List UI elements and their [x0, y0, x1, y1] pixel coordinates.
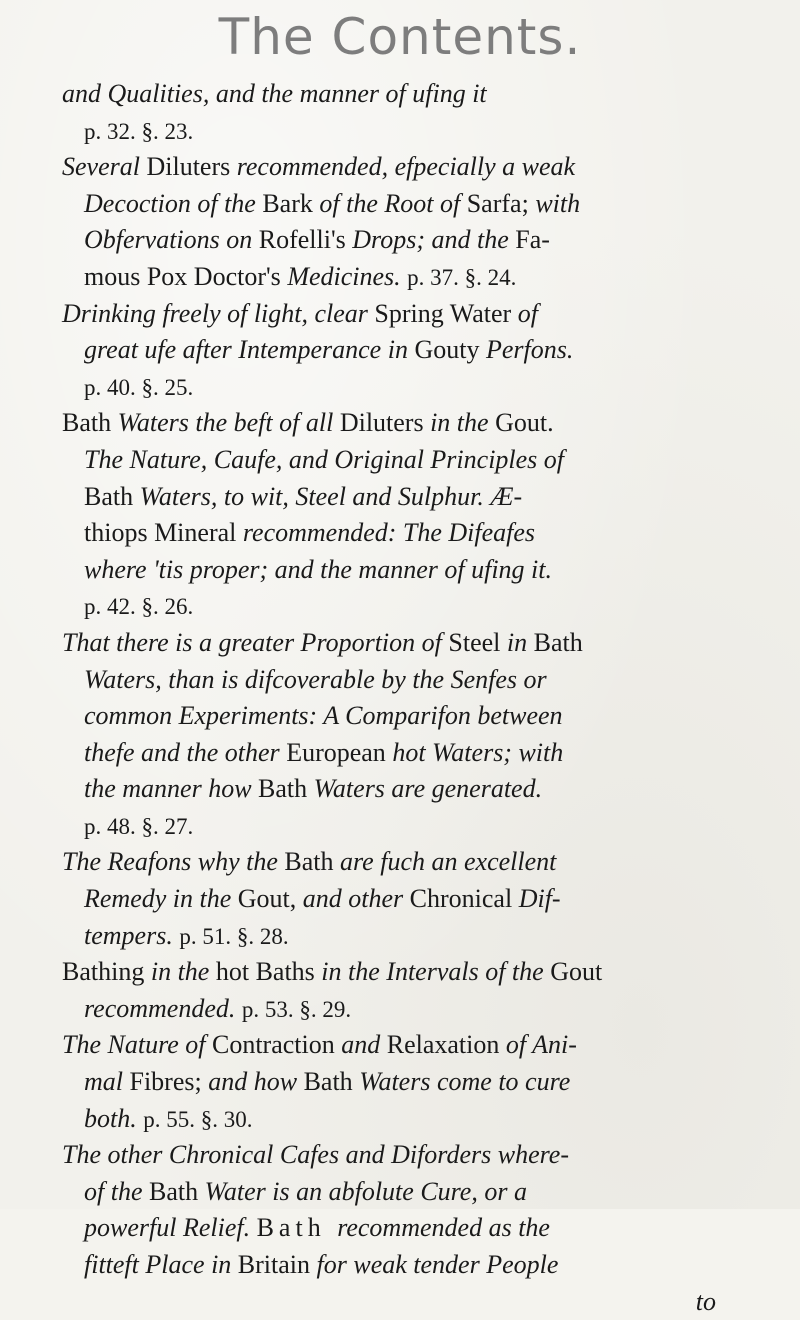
text-segment: The Nature, Caufe, and Original Principles of: [84, 444, 565, 474]
text-segment: Waters are generated.: [313, 774, 543, 804]
text-line: [62, 149, 752, 186]
text-line: [62, 186, 752, 223]
text-segment: Gout: [550, 957, 603, 987]
text-line: [62, 844, 752, 881]
text-line: [62, 259, 752, 296]
text-segment: both.: [84, 1103, 144, 1133]
text-segment: and Qualities, and the manner of ufing it: [62, 79, 487, 108]
text-segment: Diluters: [146, 152, 237, 182]
text-segment: Remedy in the: [84, 884, 238, 914]
text-line: [62, 698, 752, 735]
page-reference: p. 42. §. 26.: [84, 594, 194, 620]
text-line: [62, 222, 752, 259]
text-line: [62, 332, 752, 369]
text-segment: in the: [430, 408, 496, 438]
text-segment: are fuch an excellent: [340, 847, 557, 877]
text-segment: The Reafons why the: [62, 847, 285, 877]
text-line: [62, 1027, 752, 1064]
text-segment: Gout.: [495, 408, 554, 438]
text-line: [62, 625, 752, 662]
text-line: [62, 113, 752, 150]
text-segment: recommended.: [84, 993, 242, 1023]
page-reference: p. 37. §. 24.: [407, 264, 517, 290]
running-head: The Contents.: [218, 8, 582, 66]
text-line: [62, 918, 752, 955]
text-segment: Bath: [62, 408, 118, 438]
text-segment: Perfons.: [485, 335, 574, 365]
text-line: [62, 515, 752, 552]
text-segment: The other Chronical Cafes and Diforders where-: [62, 1140, 569, 1170]
text-segment: of the: [84, 1176, 149, 1206]
text-segment: to: [695, 1286, 716, 1316]
text-segment: The Nature of: [62, 1030, 212, 1060]
text-segment: Waters the beft of all: [117, 408, 340, 438]
text-segment: Drinking freely of light, clear: [62, 298, 375, 328]
text-segment: common Experiments: A Comparifon between: [84, 701, 563, 731]
text-segment: tempers.: [84, 920, 180, 950]
text-line: [62, 479, 752, 516]
text-segment: thefe and the other: [84, 737, 287, 767]
text-segment: Drops; and the: [352, 225, 516, 255]
text-line: [62, 662, 752, 699]
text-segment: mal: [84, 1067, 130, 1097]
text-segment: Fibres;: [129, 1067, 209, 1097]
text-line: [62, 369, 752, 406]
text-segment: where 'tis proper; and the manner of ufing it.: [84, 554, 552, 584]
text-segment: Water is an abfolute Cure, or a: [204, 1176, 527, 1206]
contents-text: [62, 76, 752, 1320]
text-line: [62, 1137, 752, 1174]
text-line: [62, 405, 752, 442]
text-segment: Bark: [262, 188, 320, 218]
page-reference: p. 55. §. 30.: [143, 1106, 253, 1132]
text-segment: Chronical: [409, 884, 519, 914]
text-segment: Medicines.: [287, 261, 408, 291]
text-segment: Relaxation: [386, 1030, 506, 1060]
text-segment: Bath: [303, 1067, 360, 1097]
text-segment: in the Intervals of the: [321, 957, 551, 987]
text-segment: in: [506, 627, 534, 657]
text-segment: That there is a greater Proportion of: [62, 627, 449, 657]
text-line: [62, 1064, 752, 1101]
text-segment: Rofelli's: [258, 225, 353, 255]
text-line: [62, 771, 752, 808]
text-line: [62, 1174, 752, 1211]
text-line: [62, 588, 752, 625]
text-segment: Diluters: [339, 408, 431, 438]
text-segment: Bath: [149, 1176, 205, 1206]
text-line: [62, 552, 752, 589]
text-segment: hot Baths: [215, 957, 322, 987]
text-line: [62, 296, 752, 333]
text-line: [62, 954, 752, 991]
text-line: [62, 735, 752, 772]
page-reference: p. 51. §. 28.: [179, 923, 289, 949]
text-segment: Bath: [256, 1213, 338, 1243]
text-segment: Waters, to wit, Steel and Sulphur. Æ-: [139, 481, 523, 511]
text-segment: great ufe after Intemperance in: [84, 335, 415, 365]
text-segment: Britain: [237, 1250, 317, 1279]
text-line: [62, 808, 752, 845]
page-reference: p. 48. §. 27.: [84, 813, 194, 839]
text-segment: of: [517, 298, 538, 328]
text-segment: recommended, efpecially a weak: [236, 152, 576, 182]
text-segment: of Ani-: [505, 1030, 577, 1060]
text-line: [62, 1101, 752, 1138]
text-segment: Spring Water: [374, 298, 518, 328]
text-segment: Sarfa;: [466, 188, 536, 218]
text-segment: thiops Mineral: [84, 518, 243, 548]
text-line: [62, 991, 752, 1028]
text-segment: recommended: The Difeafes: [242, 518, 536, 548]
text-line: [62, 1210, 752, 1247]
text-segment: Bath: [284, 847, 341, 877]
page-reference: p. 53. §. 29.: [241, 996, 352, 1022]
text-segment: hot Waters; with: [392, 737, 564, 767]
text-segment: Bathing: [62, 957, 151, 987]
text-segment: in the: [150, 957, 216, 987]
text-segment: Decoction of the: [84, 188, 263, 218]
text-segment: Several: [62, 152, 147, 182]
text-line: [62, 76, 752, 113]
text-segment: Obfervations on: [84, 225, 259, 255]
text-segment: powerful Relief.: [84, 1213, 257, 1243]
text-segment: Waters, than is difcoverable by the Senfes or: [84, 664, 547, 694]
text-segment: Dif-: [518, 884, 561, 914]
text-segment: the manner how: [84, 774, 259, 804]
text-segment: Bath: [258, 774, 314, 804]
text-segment: mous Pox Doctor's: [84, 261, 288, 291]
text-segment: with: [535, 188, 581, 218]
text-segment: Waters come to cure: [359, 1067, 571, 1097]
text-segment: of the Root of: [319, 188, 467, 218]
text-segment: European: [286, 737, 393, 767]
text-segment: Fa-: [515, 225, 550, 255]
catchword: [62, 1284, 752, 1320]
text-segment: and: [341, 1030, 387, 1060]
text-segment: and other: [302, 884, 410, 914]
text-segment: fitteft Place in: [84, 1250, 238, 1279]
text-line: [62, 881, 752, 918]
text-segment: Steel: [448, 627, 507, 657]
text-segment: for weak tender People: [316, 1250, 559, 1279]
page-reference: p. 32. §. 23.: [84, 118, 194, 144]
text-segment: Gout,: [237, 884, 303, 914]
text-line: [62, 442, 752, 479]
text-segment: Bath: [84, 481, 140, 511]
text-line: [62, 1247, 752, 1284]
text-segment: recommended as the: [337, 1213, 550, 1243]
text-segment: and how: [208, 1067, 304, 1097]
text-segment: Bath: [533, 627, 583, 657]
text-segment: Gouty: [414, 335, 486, 365]
text-segment: Contraction: [211, 1030, 342, 1060]
page-reference: p. 40. §. 25.: [84, 374, 194, 400]
